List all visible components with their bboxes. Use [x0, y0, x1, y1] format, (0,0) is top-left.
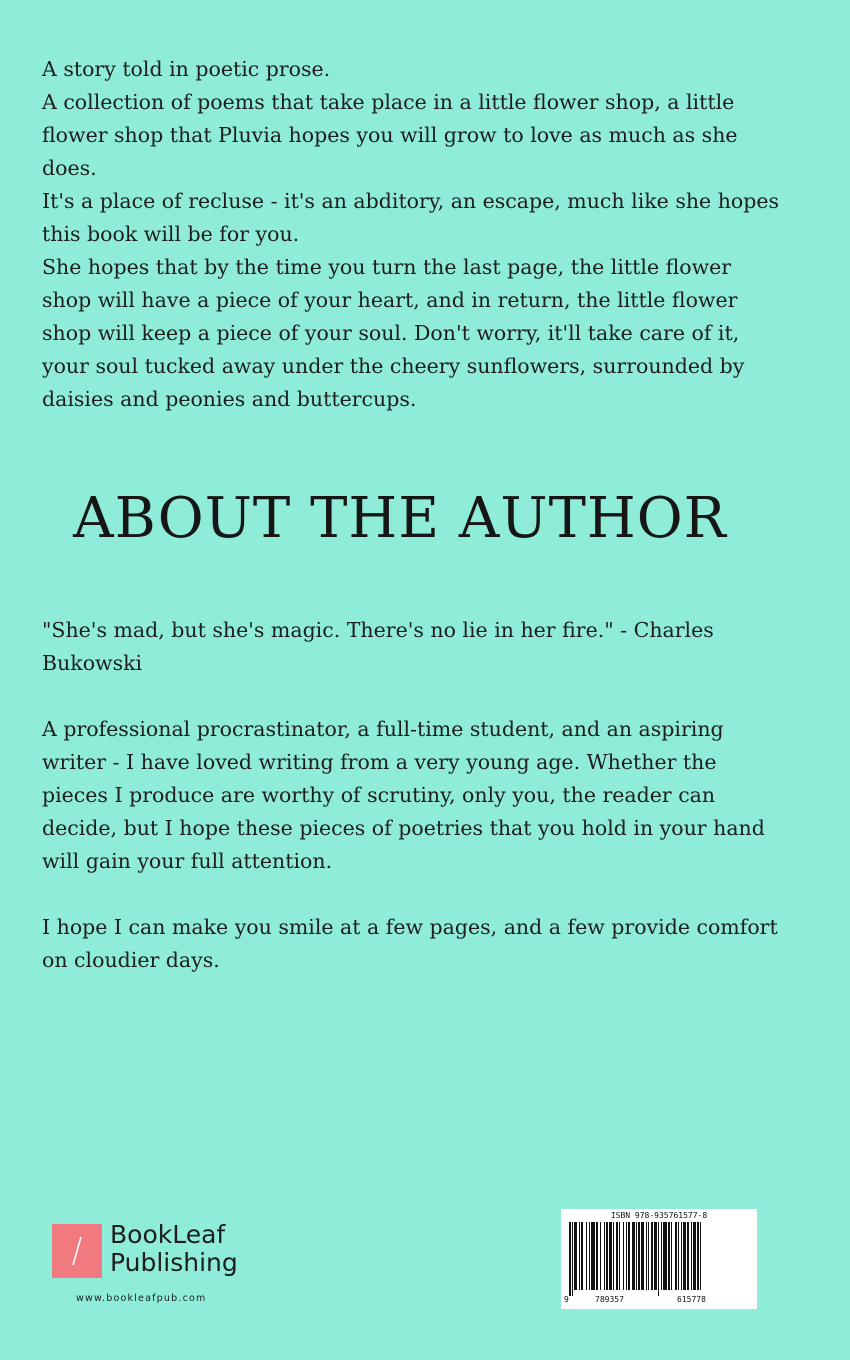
author-quote: "She's mad, but she's magic. There's no lie in her fire." - Charles Bukowski: [42, 618, 714, 675]
author-bio-paragraph-2: I hope I can make you smile at a few pages, and a few provide comfort on cloudier days.: [42, 915, 778, 972]
back-cover-blurb: [42, 53, 782, 416]
barcode-digits-right: 615778: [677, 1295, 706, 1304]
barcode-digit-first: 9: [564, 1295, 569, 1304]
isbn-barcode: [561, 1209, 757, 1309]
bookleaf-logo-icon: [52, 1224, 102, 1278]
blurb-line-1: A story told in poetic prose.: [42, 57, 331, 81]
author-bio-paragraph-1: A professional procrastinator, a full-time student, and an aspiring writer - I have loved writing from a very young age. Whether the pieces I produce are worthy of scrutiny, only you, the reader can decide, but I hope these pieces of poetries that you hold in your hand will gain your full attention.: [42, 717, 765, 873]
blurb-line-4: She hopes that by the time you turn the last page, the little flower shop will have a piece of your heart, and in return, the little flower shop will keep a piece of your soul. Don't worry, it'll take care of it, your soul tucked away under the cheery sunflowers, surrounded by daisies and peonies and buttercups.: [42, 255, 745, 411]
publisher-name-line-2: Publishing: [110, 1248, 238, 1277]
publisher-name-line-1: BookLeaf: [110, 1220, 226, 1249]
barcode-digits-left: 789357: [595, 1295, 624, 1304]
isbn-label: ISBN 978-935761577-8: [610, 1211, 708, 1220]
publisher-name: [110, 1221, 238, 1277]
about-author-body: [42, 614, 782, 1010]
about-author-heading: ABOUT THE AUTHOR: [73, 486, 727, 551]
publisher-url: www.bookleafpub.com: [76, 1293, 207, 1304]
blurb-line-2: A collection of poems that take place in a little flower shop, a little flower shop that Pluvia hopes you will grow to love as much as she does.: [42, 90, 738, 180]
barcode-bars-icon: [567, 1222, 751, 1298]
blurb-line-3: It's a place of recluse - it's an abditory, an escape, much like she hopes this book will be for you.: [42, 189, 780, 246]
